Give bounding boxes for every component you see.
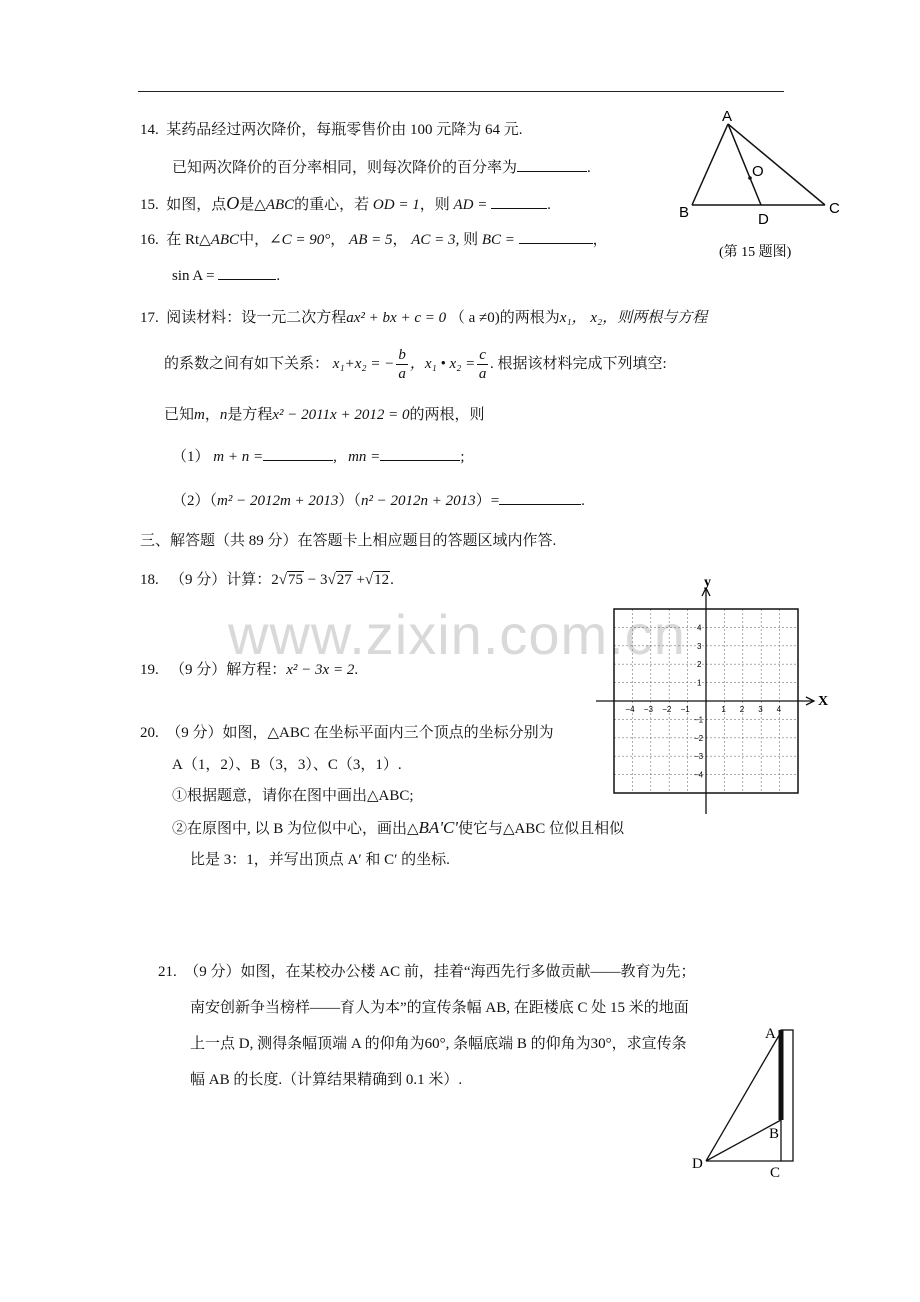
figure-15 xyxy=(672,104,852,264)
operator: + xyxy=(356,572,365,588)
watermark: www.zixin.com.cn xyxy=(228,603,686,666)
q17-equation-2: x² − 2011x + 2012 = 0 xyxy=(272,407,410,423)
q15-text: 是△ xyxy=(239,197,266,213)
y-tick-label: −3 xyxy=(694,752,704,762)
part-label: （1） xyxy=(172,449,210,465)
q17-product: ，x₁ • x₂ = xyxy=(409,356,476,372)
figure-caption: (第 15 题图) xyxy=(719,245,792,260)
q17-text: 已知 xyxy=(164,407,195,423)
q20-triangle: BA'C' xyxy=(418,818,458,837)
q17-text: ）= xyxy=(475,493,500,509)
q16-number: 16. xyxy=(140,232,159,248)
label-d: D xyxy=(692,1156,703,1172)
q14-number: 14. xyxy=(140,122,159,138)
figure-21 xyxy=(688,1020,808,1185)
x-tick-label: −2 xyxy=(662,705,672,714)
q15-ad: AD = xyxy=(453,197,488,213)
numerator: c xyxy=(479,347,486,364)
question-17-part2: （2）（m² − 2012m + 2013）（n² − 2012n + 2013）= . xyxy=(172,490,585,511)
side-ac xyxy=(728,124,825,205)
q21-line4: 幅 AB 的长度.（计算结果精确到 0.1 米）. xyxy=(190,1072,463,1088)
radicand: 12 xyxy=(374,572,390,588)
q15-triangle: ABC xyxy=(265,197,295,213)
q17-text: 的两根，则 xyxy=(409,407,485,423)
coef: 2 xyxy=(271,572,279,588)
q20-line5: 比是 3：1，并写出顶点 A′ 和 C′ 的坐标. xyxy=(190,852,450,868)
q16-angle: ∠C = 90° xyxy=(269,232,331,248)
x-tick-label: 2 xyxy=(739,705,745,714)
q20-text: 使它与△ABC 位似且相似 xyxy=(457,821,625,837)
question-15: 15. 如图，点O是△ABC的重心，若 OD = 1，则 AD = . xyxy=(140,193,551,213)
q17-sum: x₁+x₂ = − xyxy=(332,356,395,372)
radicand: 27 xyxy=(336,572,352,588)
q17-mn: mn = xyxy=(348,449,381,465)
x-tick-label: −3 xyxy=(643,705,653,714)
q20-line4 xyxy=(172,818,624,839)
q17-text: ， xyxy=(204,407,220,423)
q17-text: 的系数之间有如下关系： xyxy=(164,356,330,372)
q21-line3 xyxy=(190,1034,687,1054)
side-ab xyxy=(692,124,728,205)
q17-text: . 根据该材料完成下列填空: xyxy=(489,356,667,372)
question-16-line2: sin A = . xyxy=(172,265,280,286)
var-m: m xyxy=(194,407,205,423)
y-tick-label: 2 xyxy=(697,660,702,670)
q17-roots: x₁， x₂，则两根与方程 xyxy=(559,310,708,326)
denominator: a xyxy=(398,366,406,383)
question-18: 18. （9 分）计算：2√75 − 3√27 +√12. xyxy=(140,572,394,588)
y-tick-label: 3 xyxy=(697,641,702,651)
q16-text: 中， xyxy=(239,232,270,248)
q15-number: 15. xyxy=(140,197,159,213)
q16-ac: AC = 3 xyxy=(411,232,456,248)
x-tick-label: 3 xyxy=(758,705,763,714)
q15-text: ，则 xyxy=(419,197,450,213)
label-c: C xyxy=(829,200,840,217)
label-b: B xyxy=(769,1126,780,1142)
question-14-line2: 已知两次降价的百分率相同，则每次降价的百分率为 . xyxy=(172,157,591,178)
x-tick-label: 1 xyxy=(721,705,726,714)
question-17-line2 xyxy=(164,344,667,384)
q21-text: 上一点 D, 测得条幅顶端 A 的仰角为 xyxy=(190,1036,425,1052)
section-heading: 三、解答题（共 89 分）在答题卡上相应题目的答题区域内作答. xyxy=(140,533,557,549)
q20-number: 20. xyxy=(140,725,159,741)
q21-number: 21. xyxy=(158,964,177,980)
q17-m-plus-n: m + n = xyxy=(213,449,264,465)
q17-condition: （ a ≠0)的两根为 xyxy=(449,310,560,326)
q17-equation: ax² + bx + c = 0 xyxy=(346,310,447,326)
q19-number: 19. xyxy=(140,662,159,678)
answer-blank[interactable] xyxy=(380,446,460,461)
y-tick-label: −4 xyxy=(694,770,704,780)
question-17 xyxy=(140,308,707,328)
q19-equation: x² − 3x = 2 xyxy=(286,662,355,678)
q20-line3: ①根据题意，请你在图中画出△ABC; xyxy=(172,788,414,804)
q18-text: （9 分）计算： xyxy=(170,572,272,588)
denominator: a xyxy=(478,366,487,383)
fraction-b-over-a xyxy=(396,346,408,383)
q21-text: , 条幅底端 B 的仰角为 xyxy=(445,1036,591,1052)
answer-blank[interactable] xyxy=(517,157,587,172)
question-17-line3 xyxy=(164,405,484,425)
q16-sin-a: sin A = xyxy=(172,268,215,284)
y-axis-label: y xyxy=(704,575,711,590)
question-14 xyxy=(140,120,523,140)
q16-text: 在 Rt△ xyxy=(166,232,211,248)
q19-text: （9 分）解方程： xyxy=(170,662,287,678)
answer-blank[interactable] xyxy=(491,194,547,209)
angle-30: 30° xyxy=(590,1036,612,1052)
radicand: 75 xyxy=(288,572,303,588)
y-tick-label: −1 xyxy=(694,715,704,725)
question-19: 19. （9 分）解方程：x² − 3x = 2. xyxy=(140,662,359,678)
label-a: A xyxy=(765,1026,776,1042)
coordinate-grid xyxy=(596,574,836,820)
x-axis-label: X xyxy=(818,694,829,709)
question-17-part1: （1） m + n = , mn = ; xyxy=(172,446,464,467)
var-n: n xyxy=(219,407,228,423)
part-label: （2）（ xyxy=(172,493,218,509)
q21-text: ，求宣传条 xyxy=(611,1036,687,1052)
q21-line2: 南安创新争当榜样——育人为本”的宣传条幅 AB, 在距楼底 C 处 15 米的地面 xyxy=(190,1000,689,1016)
angle-60: 60° xyxy=(424,1036,446,1052)
label-o: O xyxy=(752,163,764,180)
q15-text: 的重心，若 xyxy=(294,197,370,213)
q14-line2: 已知两次降价的百分率相同，则每次降价的百分率为 xyxy=(172,160,518,176)
q21-line1: （9 分）如图，在某校办公楼 AC 前，挂着“海西先行多做贡献——教育为先； xyxy=(184,964,696,980)
q20-line1: （9 分）如图，△ABC 在坐标平面内三个顶点的坐标分别为 xyxy=(166,725,554,741)
q17-expr-n: n² − 2012n + 2013 xyxy=(360,493,476,509)
x-tick-label: −1 xyxy=(680,705,690,714)
label-a: A xyxy=(722,108,733,125)
answer-blank[interactable] xyxy=(499,490,581,505)
numerator: b xyxy=(398,347,406,364)
x-tick-label: −4 xyxy=(625,705,635,714)
answer-blank[interactable] xyxy=(263,446,333,461)
q17-text: ）（ xyxy=(338,493,361,509)
label-b: B xyxy=(679,204,690,221)
answer-blank[interactable] xyxy=(519,229,593,244)
q17-text: 阅读材料：设一元二次方程 xyxy=(166,310,347,326)
q17-number: 17. xyxy=(140,310,159,326)
q16-ab: AB = 5 xyxy=(349,232,393,248)
q16-bc: BC = xyxy=(481,232,515,248)
header-rule xyxy=(138,91,784,92)
q14-line1: 某药品经过两次降价，每瓶零售价由 100 元降为 64 元. xyxy=(166,122,523,138)
q20-text: ②在原图中, 以 B 为位似中心，画出△ xyxy=(172,821,419,837)
q15-point-o: O xyxy=(226,193,240,213)
label-d: D xyxy=(758,211,769,228)
fraction-c-over-a xyxy=(477,346,488,383)
q18-number: 18. xyxy=(140,572,159,588)
y-tick-label: 1 xyxy=(697,678,702,688)
answer-blank[interactable] xyxy=(218,265,276,280)
question-16: 16. 在 Rt△ABC中，∠C = 90°， AB = 5， AC = 3, 则 BC = ， xyxy=(140,229,608,250)
q20-line2: A（1，2）、B（3，3）、C（3，1）. xyxy=(172,757,402,773)
coef: − 3 xyxy=(307,572,328,588)
q15-text: 如图，点 xyxy=(166,197,227,213)
x-tick-label: 4 xyxy=(776,705,782,714)
q17-text: 是方程 xyxy=(227,407,273,423)
question-20 xyxy=(140,723,554,743)
question-21 xyxy=(158,962,696,982)
y-tick-label: −2 xyxy=(694,733,704,743)
q15-od: OD = 1 xyxy=(372,197,420,213)
q17-expr-m: m² − 2012m + 2013 xyxy=(217,493,339,509)
q16-triangle: ABC xyxy=(210,232,240,248)
label-c: C xyxy=(770,1165,781,1181)
y-tick-label: 4 xyxy=(697,623,702,633)
